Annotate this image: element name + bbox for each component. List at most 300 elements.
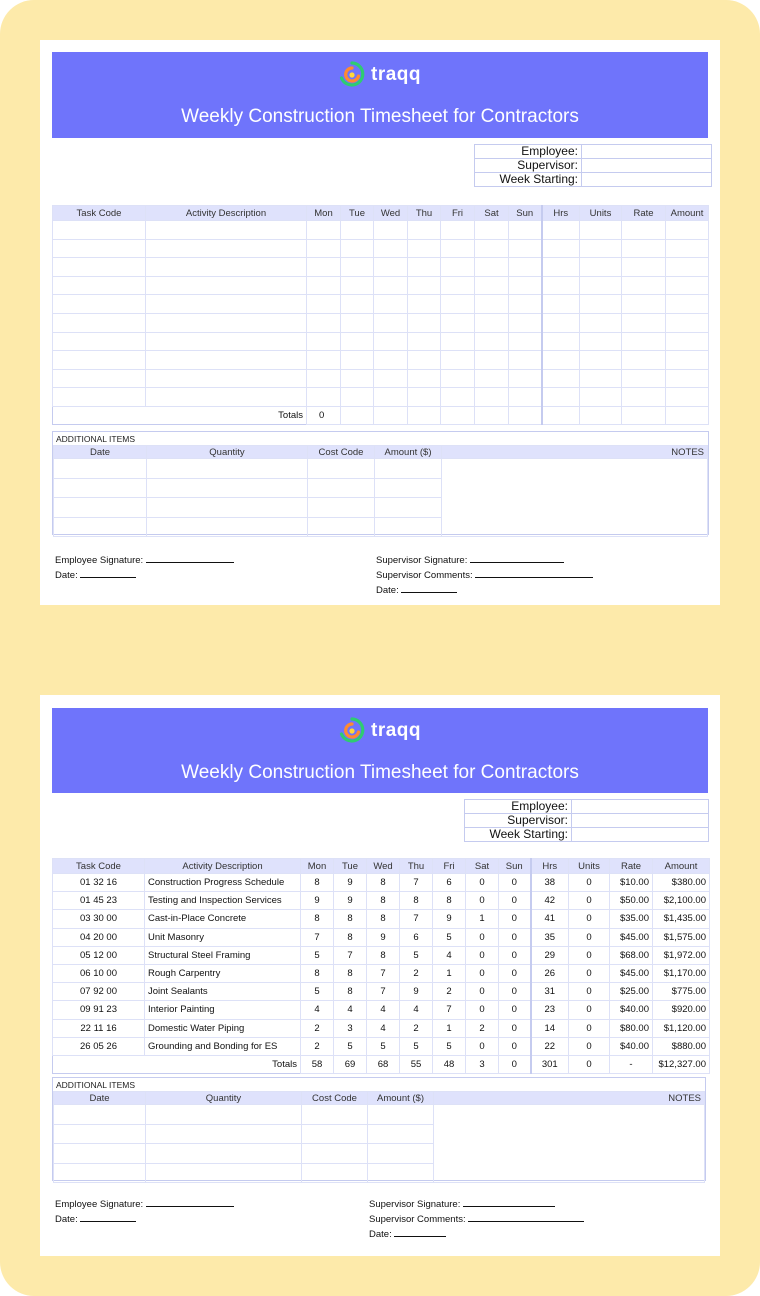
cell-thu[interactable] <box>408 369 441 388</box>
cell-task-code[interactable] <box>53 369 146 388</box>
cell-wed[interactable] <box>374 295 408 314</box>
cell-wed[interactable]: 9 <box>367 928 400 946</box>
cell-activity-description[interactable]: Testing and Inspection Services <box>145 892 301 910</box>
cell-mon[interactable] <box>307 221 341 240</box>
cell-wed[interactable] <box>374 313 408 332</box>
cell-sat[interactable] <box>475 295 509 314</box>
cell-hrs[interactable]: 14 <box>531 1019 569 1037</box>
cell-hrs[interactable] <box>542 369 580 388</box>
cell-task-code[interactable]: 03 30 00 <box>53 910 145 928</box>
cell-amount[interactable] <box>666 258 709 277</box>
cell-thu[interactable] <box>408 239 441 258</box>
cell-hrs[interactable]: 38 <box>531 874 569 892</box>
cell-thu[interactable] <box>408 351 441 370</box>
cell-amount[interactable]: $1,972.00 <box>653 946 710 964</box>
cell-fri[interactable]: 5 <box>433 928 466 946</box>
additional-cell-date[interactable] <box>54 1124 146 1144</box>
cell-mon[interactable] <box>307 258 341 277</box>
cell-wed[interactable] <box>374 276 408 295</box>
cell-units[interactable]: 0 <box>569 946 610 964</box>
additional-cell-amount[interactable] <box>375 517 442 537</box>
cell-amount[interactable] <box>666 332 709 351</box>
cell-mon[interactable]: 2 <box>301 1019 334 1037</box>
cell-activity-description[interactable]: Unit Masonry <box>145 928 301 946</box>
supervisor-comments-line[interactable] <box>475 568 593 578</box>
cell-mon[interactable]: 8 <box>301 910 334 928</box>
cell-units[interactable]: 0 <box>569 983 610 1001</box>
cell-rate[interactable] <box>622 221 666 240</box>
cell-thu[interactable] <box>408 295 441 314</box>
cell-sat[interactable] <box>475 369 509 388</box>
cell-sun[interactable] <box>509 332 542 351</box>
cell-task-code[interactable] <box>53 239 146 258</box>
cell-sat[interactable]: 0 <box>466 946 499 964</box>
cell-fri[interactable] <box>441 276 475 295</box>
cell-thu[interactable] <box>408 258 441 277</box>
cell-units[interactable]: 0 <box>569 910 610 928</box>
cell-fri[interactable] <box>441 369 475 388</box>
additional-cell-cost-code[interactable] <box>302 1105 368 1125</box>
cell-fri[interactable]: 5 <box>433 1037 466 1055</box>
cell-rate[interactable] <box>622 388 666 407</box>
cell-sat[interactable]: 0 <box>466 1001 499 1019</box>
cell-tue[interactable] <box>341 351 374 370</box>
additional-cell-quantity[interactable] <box>146 1124 302 1144</box>
cell-rate[interactable]: $40.00 <box>610 1001 653 1019</box>
supervisor-field[interactable] <box>572 814 709 828</box>
cell-units[interactable]: 0 <box>569 964 610 982</box>
cell-amount[interactable] <box>666 369 709 388</box>
cell-sun[interactable]: 0 <box>499 892 531 910</box>
cell-tue[interactable]: 8 <box>334 910 367 928</box>
supervisor-comments-line[interactable] <box>468 1212 584 1222</box>
cell-sun[interactable]: 0 <box>499 874 531 892</box>
cell-tue[interactable]: 7 <box>334 946 367 964</box>
cell-thu[interactable]: 7 <box>400 910 433 928</box>
cell-mon[interactable] <box>307 388 341 407</box>
cell-units[interactable]: 0 <box>569 892 610 910</box>
cell-amount[interactable] <box>666 295 709 314</box>
cell-hrs[interactable]: 22 <box>531 1037 569 1055</box>
cell-amount[interactable] <box>666 351 709 370</box>
cell-tue[interactable]: 8 <box>334 928 367 946</box>
cell-sat[interactable] <box>475 313 509 332</box>
cell-units[interactable] <box>580 295 622 314</box>
cell-thu[interactable] <box>408 313 441 332</box>
additional-cell-date[interactable] <box>54 459 147 479</box>
cell-hrs[interactable]: 35 <box>531 928 569 946</box>
cell-tue[interactable] <box>341 313 374 332</box>
cell-sun[interactable] <box>509 295 542 314</box>
cell-sat[interactable]: 0 <box>466 892 499 910</box>
cell-sun[interactable] <box>509 388 542 407</box>
cell-task-code[interactable] <box>53 332 146 351</box>
cell-wed[interactable]: 7 <box>367 964 400 982</box>
cell-sat[interactable]: 2 <box>466 1019 499 1037</box>
cell-sun[interactable]: 0 <box>499 964 531 982</box>
cell-activity-description[interactable] <box>146 313 307 332</box>
cell-activity-description[interactable] <box>146 351 307 370</box>
cell-fri[interactable]: 2 <box>433 983 466 1001</box>
cell-hrs[interactable] <box>542 221 580 240</box>
cell-amount[interactable] <box>666 239 709 258</box>
cell-sun[interactable] <box>509 239 542 258</box>
cell-activity-description[interactable]: Interior Painting <box>145 1001 301 1019</box>
cell-thu[interactable]: 5 <box>400 946 433 964</box>
cell-units[interactable] <box>580 388 622 407</box>
cell-activity-description[interactable]: Rough Carpentry <box>145 964 301 982</box>
cell-wed[interactable]: 8 <box>367 874 400 892</box>
cell-tue[interactable]: 8 <box>334 983 367 1001</box>
cell-activity-description[interactable]: Structural Steel Framing <box>145 946 301 964</box>
cell-tue[interactable]: 3 <box>334 1019 367 1037</box>
cell-task-code[interactable]: 26 05 26 <box>53 1037 145 1055</box>
cell-units[interactable]: 0 <box>569 1019 610 1037</box>
cell-sat[interactable] <box>475 221 509 240</box>
cell-units[interactable] <box>580 369 622 388</box>
cell-activity-description[interactable]: Construction Progress Schedule <box>145 874 301 892</box>
cell-activity-description[interactable] <box>146 221 307 240</box>
additional-cell-date[interactable] <box>54 1163 146 1183</box>
cell-activity-description[interactable] <box>146 239 307 258</box>
cell-units[interactable]: 0 <box>569 928 610 946</box>
cell-wed[interactable] <box>374 332 408 351</box>
cell-task-code[interactable] <box>53 276 146 295</box>
cell-task-code[interactable]: 05 12 00 <box>53 946 145 964</box>
cell-tue[interactable]: 8 <box>334 964 367 982</box>
cell-activity-description[interactable] <box>146 388 307 407</box>
cell-mon[interactable] <box>307 369 341 388</box>
cell-mon[interactable]: 8 <box>301 964 334 982</box>
cell-hrs[interactable]: 29 <box>531 946 569 964</box>
cell-sat[interactable] <box>475 239 509 258</box>
cell-wed[interactable]: 8 <box>367 892 400 910</box>
cell-activity-description[interactable] <box>146 258 307 277</box>
cell-rate[interactable]: $10.00 <box>610 874 653 892</box>
cell-thu[interactable]: 6 <box>400 928 433 946</box>
cell-hrs[interactable]: 26 <box>531 964 569 982</box>
cell-rate[interactable] <box>622 258 666 277</box>
cell-thu[interactable]: 4 <box>400 1001 433 1019</box>
cell-rate[interactable]: $68.00 <box>610 946 653 964</box>
cell-amount[interactable] <box>666 313 709 332</box>
cell-hrs[interactable]: 23 <box>531 1001 569 1019</box>
cell-sat[interactable]: 0 <box>466 928 499 946</box>
cell-hrs[interactable] <box>542 295 580 314</box>
cell-mon[interactable]: 5 <box>301 946 334 964</box>
additional-cell-date[interactable] <box>54 1144 146 1164</box>
cell-rate[interactable] <box>622 332 666 351</box>
additional-cell-cost-code[interactable] <box>308 459 375 479</box>
cell-hrs[interactable] <box>542 239 580 258</box>
cell-activity-description[interactable] <box>146 332 307 351</box>
cell-task-code[interactable]: 22 11 16 <box>53 1019 145 1037</box>
cell-rate[interactable] <box>622 351 666 370</box>
cell-thu[interactable]: 7 <box>400 874 433 892</box>
cell-task-code[interactable]: 06 10 00 <box>53 964 145 982</box>
cell-fri[interactable] <box>441 239 475 258</box>
supervisor-date-line[interactable] <box>394 1227 446 1237</box>
cell-hrs[interactable]: 31 <box>531 983 569 1001</box>
additional-cell-cost-code[interactable] <box>308 498 375 518</box>
cell-sun[interactable] <box>509 313 542 332</box>
cell-sun[interactable] <box>509 351 542 370</box>
cell-units[interactable]: 0 <box>569 1037 610 1055</box>
cell-wed[interactable] <box>374 258 408 277</box>
cell-amount[interactable]: $775.00 <box>653 983 710 1001</box>
cell-fri[interactable]: 7 <box>433 1001 466 1019</box>
cell-amount[interactable]: $1,575.00 <box>653 928 710 946</box>
cell-rate[interactable] <box>622 313 666 332</box>
cell-sat[interactable]: 0 <box>466 964 499 982</box>
cell-fri[interactable] <box>441 388 475 407</box>
cell-amount[interactable] <box>666 221 709 240</box>
cell-tue[interactable] <box>341 221 374 240</box>
cell-mon[interactable]: 4 <box>301 1001 334 1019</box>
cell-amount[interactable]: $1,435.00 <box>653 910 710 928</box>
cell-units[interactable] <box>580 351 622 370</box>
cell-hrs[interactable]: 42 <box>531 892 569 910</box>
cell-sun[interactable]: 0 <box>499 1019 531 1037</box>
cell-wed[interactable] <box>374 388 408 407</box>
cell-task-code[interactable]: 09 91 23 <box>53 1001 145 1019</box>
cell-thu[interactable] <box>408 221 441 240</box>
additional-cell-date[interactable] <box>54 517 147 537</box>
cell-wed[interactable] <box>374 369 408 388</box>
cell-units[interactable] <box>580 276 622 295</box>
additional-cell-amount[interactable] <box>368 1124 434 1144</box>
cell-tue[interactable]: 4 <box>334 1001 367 1019</box>
cell-fri[interactable]: 8 <box>433 892 466 910</box>
cell-hrs[interactable]: 41 <box>531 910 569 928</box>
cell-sun[interactable]: 0 <box>499 910 531 928</box>
supervisor-signature-line[interactable] <box>470 553 564 563</box>
additional-cell-cost-code[interactable] <box>302 1144 368 1164</box>
cell-mon[interactable] <box>307 313 341 332</box>
cell-mon[interactable]: 9 <box>301 892 334 910</box>
employee-field[interactable] <box>572 800 709 814</box>
cell-activity-description[interactable]: Domestic Water Piping <box>145 1019 301 1037</box>
cell-hrs[interactable] <box>542 332 580 351</box>
cell-activity-description[interactable] <box>146 276 307 295</box>
cell-rate[interactable] <box>622 295 666 314</box>
cell-sat[interactable] <box>475 351 509 370</box>
cell-fri[interactable]: 6 <box>433 874 466 892</box>
cell-tue[interactable] <box>341 388 374 407</box>
cell-mon[interactable] <box>307 351 341 370</box>
cell-amount[interactable] <box>666 388 709 407</box>
cell-mon[interactable] <box>307 332 341 351</box>
cell-mon[interactable]: 8 <box>301 874 334 892</box>
cell-fri[interactable]: 1 <box>433 1019 466 1037</box>
cell-rate[interactable] <box>622 369 666 388</box>
cell-tue[interactable]: 9 <box>334 874 367 892</box>
additional-cell-quantity[interactable] <box>147 498 308 518</box>
additional-cell-cost-code[interactable] <box>308 517 375 537</box>
cell-amount[interactable]: $380.00 <box>653 874 710 892</box>
cell-units[interactable]: 0 <box>569 874 610 892</box>
cell-sun[interactable] <box>509 369 542 388</box>
cell-fri[interactable]: 9 <box>433 910 466 928</box>
cell-sun[interactable]: 0 <box>499 1037 531 1055</box>
cell-thu[interactable]: 2 <box>400 964 433 982</box>
cell-rate[interactable]: $40.00 <box>610 1037 653 1055</box>
cell-sun[interactable] <box>509 258 542 277</box>
cell-mon[interactable] <box>307 239 341 258</box>
cell-amount[interactable]: $880.00 <box>653 1037 710 1055</box>
cell-amount[interactable]: $920.00 <box>653 1001 710 1019</box>
cell-task-code[interactable]: 04 20 00 <box>53 928 145 946</box>
cell-task-code[interactable] <box>53 258 146 277</box>
cell-tue[interactable]: 5 <box>334 1037 367 1055</box>
cell-wed[interactable]: 8 <box>367 910 400 928</box>
cell-tue[interactable] <box>341 276 374 295</box>
cell-hrs[interactable] <box>542 258 580 277</box>
cell-wed[interactable] <box>374 221 408 240</box>
cell-fri[interactable]: 4 <box>433 946 466 964</box>
cell-fri[interactable] <box>441 351 475 370</box>
cell-sun[interactable]: 0 <box>499 1001 531 1019</box>
cell-task-code[interactable]: 01 45 23 <box>53 892 145 910</box>
cell-activity-description[interactable]: Grounding and Bonding for ES <box>145 1037 301 1055</box>
cell-units[interactable]: 0 <box>569 1001 610 1019</box>
cell-mon[interactable]: 2 <box>301 1037 334 1055</box>
additional-cell-quantity[interactable] <box>146 1144 302 1164</box>
cell-thu[interactable] <box>408 388 441 407</box>
cell-tue[interactable] <box>341 295 374 314</box>
cell-amount[interactable]: $1,170.00 <box>653 964 710 982</box>
cell-thu[interactable]: 9 <box>400 983 433 1001</box>
employee-date-line[interactable] <box>80 568 136 578</box>
cell-wed[interactable]: 5 <box>367 1037 400 1055</box>
cell-sat[interactable] <box>475 276 509 295</box>
cell-sun[interactable]: 0 <box>499 928 531 946</box>
cell-activity-description[interactable]: Cast-in-Place Concrete <box>145 910 301 928</box>
cell-amount[interactable] <box>666 276 709 295</box>
cell-sat[interactable]: 1 <box>466 910 499 928</box>
cell-wed[interactable] <box>374 351 408 370</box>
employee-signature-line[interactable] <box>146 553 234 563</box>
additional-cell-quantity[interactable] <box>146 1105 302 1125</box>
cell-rate[interactable]: $45.00 <box>610 928 653 946</box>
employee-field[interactable] <box>582 145 712 159</box>
week-starting-field[interactable] <box>582 173 712 187</box>
cell-sun[interactable] <box>509 221 542 240</box>
cell-sun[interactable]: 0 <box>499 983 531 1001</box>
cell-rate[interactable] <box>622 276 666 295</box>
notes-area[interactable] <box>442 459 708 537</box>
cell-mon[interactable] <box>307 276 341 295</box>
supervisor-date-line[interactable] <box>401 583 457 593</box>
supervisor-field[interactable] <box>582 159 712 173</box>
supervisor-signature-line[interactable] <box>463 1197 555 1207</box>
cell-task-code[interactable]: 01 32 16 <box>53 874 145 892</box>
cell-rate[interactable]: $50.00 <box>610 892 653 910</box>
cell-task-code[interactable] <box>53 313 146 332</box>
additional-cell-cost-code[interactable] <box>308 478 375 498</box>
cell-wed[interactable]: 7 <box>367 983 400 1001</box>
cell-sat[interactable]: 0 <box>466 874 499 892</box>
cell-amount[interactable]: $2,100.00 <box>653 892 710 910</box>
cell-sat[interactable] <box>475 388 509 407</box>
cell-mon[interactable]: 5 <box>301 983 334 1001</box>
cell-rate[interactable]: $45.00 <box>610 964 653 982</box>
cell-rate[interactable]: $25.00 <box>610 983 653 1001</box>
cell-mon[interactable]: 7 <box>301 928 334 946</box>
cell-hrs[interactable] <box>542 351 580 370</box>
additional-cell-cost-code[interactable] <box>302 1163 368 1183</box>
cell-activity-description[interactable]: Joint Sealants <box>145 983 301 1001</box>
additional-cell-amount[interactable] <box>375 478 442 498</box>
cell-sat[interactable]: 0 <box>466 1037 499 1055</box>
additional-cell-date[interactable] <box>54 1105 146 1125</box>
cell-hrs[interactable] <box>542 313 580 332</box>
employee-signature-line[interactable] <box>146 1197 234 1207</box>
cell-sat[interactable] <box>475 332 509 351</box>
cell-hrs[interactable] <box>542 388 580 407</box>
cell-task-code[interactable]: 07 92 00 <box>53 983 145 1001</box>
cell-activity-description[interactable] <box>146 295 307 314</box>
week-starting-field[interactable] <box>572 828 709 842</box>
cell-thu[interactable] <box>408 276 441 295</box>
cell-thu[interactable]: 5 <box>400 1037 433 1055</box>
employee-date-line[interactable] <box>80 1212 136 1222</box>
cell-tue[interactable] <box>341 258 374 277</box>
cell-activity-description[interactable] <box>146 369 307 388</box>
cell-units[interactable] <box>580 258 622 277</box>
notes-area[interactable] <box>434 1105 705 1183</box>
cell-wed[interactable] <box>374 239 408 258</box>
cell-thu[interactable]: 2 <box>400 1019 433 1037</box>
cell-sat[interactable]: 0 <box>466 983 499 1001</box>
cell-task-code[interactable] <box>53 221 146 240</box>
cell-rate[interactable]: $80.00 <box>610 1019 653 1037</box>
cell-fri[interactable] <box>441 221 475 240</box>
cell-tue[interactable] <box>341 332 374 351</box>
cell-thu[interactable] <box>408 332 441 351</box>
cell-units[interactable] <box>580 239 622 258</box>
cell-sun[interactable] <box>509 276 542 295</box>
additional-cell-amount[interactable] <box>368 1163 434 1183</box>
cell-task-code[interactable] <box>53 295 146 314</box>
cell-task-code[interactable] <box>53 351 146 370</box>
cell-fri[interactable]: 1 <box>433 964 466 982</box>
additional-cell-quantity[interactable] <box>147 459 308 479</box>
cell-fri[interactable] <box>441 258 475 277</box>
additional-cell-cost-code[interactable] <box>302 1124 368 1144</box>
cell-fri[interactable] <box>441 295 475 314</box>
additional-cell-quantity[interactable] <box>147 517 308 537</box>
additional-cell-amount[interactable] <box>368 1105 434 1125</box>
cell-rate[interactable] <box>622 239 666 258</box>
additional-cell-date[interactable] <box>54 498 147 518</box>
cell-tue[interactable] <box>341 369 374 388</box>
cell-fri[interactable] <box>441 313 475 332</box>
cell-thu[interactable]: 8 <box>400 892 433 910</box>
cell-units[interactable] <box>580 332 622 351</box>
additional-cell-quantity[interactable] <box>146 1163 302 1183</box>
additional-cell-amount[interactable] <box>368 1144 434 1164</box>
additional-cell-amount[interactable] <box>375 498 442 518</box>
cell-units[interactable] <box>580 221 622 240</box>
cell-sun[interactable]: 0 <box>499 946 531 964</box>
cell-rate[interactable]: $35.00 <box>610 910 653 928</box>
additional-cell-quantity[interactable] <box>147 478 308 498</box>
additional-cell-date[interactable] <box>54 478 147 498</box>
cell-task-code[interactable] <box>53 388 146 407</box>
cell-tue[interactable]: 9 <box>334 892 367 910</box>
cell-tue[interactable] <box>341 239 374 258</box>
